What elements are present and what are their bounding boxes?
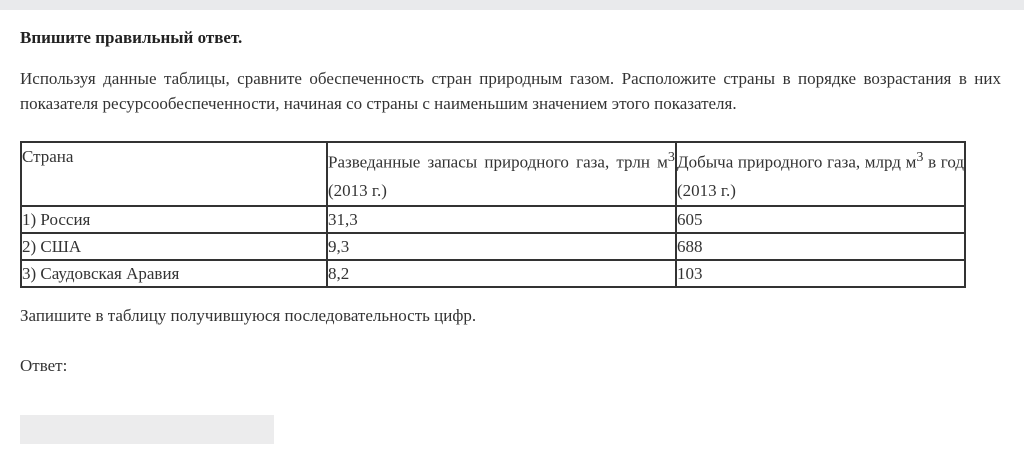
header-production-sup: 3 — [916, 149, 924, 165]
cell-reserves: 8,2 — [327, 260, 676, 287]
instruction-text: Запишите в таблицу получившуюся последовательность цифр. — [20, 306, 477, 325]
header-reserves — [327, 142, 676, 206]
cell-reserves: 31,3 — [327, 206, 676, 233]
top-bar — [0, 0, 1024, 10]
table-row — [21, 260, 965, 287]
answer-input[interactable] — [20, 415, 274, 444]
cell-country: 1) Россия — [21, 206, 327, 233]
header-reserves-text: Разведанные запасы природного газа, трлн м — [328, 152, 668, 172]
task-heading: Впишите правильный ответ. — [20, 28, 243, 47]
table-row — [21, 233, 965, 260]
table-row — [21, 206, 965, 233]
cell-country: 2) США — [21, 233, 327, 260]
header-production — [676, 142, 965, 206]
header-production-year: в год (2013 г.) — [677, 152, 964, 200]
cell-production: 103 — [676, 260, 965, 287]
header-reserves-sup: 3 — [667, 149, 675, 165]
data-table — [20, 141, 966, 288]
table-header-row — [21, 142, 965, 206]
header-reserves-year: (2013 г.) — [328, 180, 387, 200]
cell-production: 605 — [676, 206, 965, 233]
cell-country: 3) Саудовская Аравия — [21, 260, 327, 287]
header-production-text: Добыча природного газа, млрд м — [677, 152, 917, 172]
cell-production: 688 — [676, 233, 965, 260]
answer-label: Ответ: — [20, 356, 68, 375]
cell-reserves: 9,3 — [327, 233, 676, 260]
header-country-label: Страна — [22, 147, 74, 166]
task-question: Используя данные таблицы, сравните обеспеченность стран природным газом. Расположите страны в порядке возрастания в них показателя ресурсообеспеченности, начиная со страны с наименьшим значением этого показателя. — [20, 69, 1001, 113]
header-country — [21, 142, 327, 206]
